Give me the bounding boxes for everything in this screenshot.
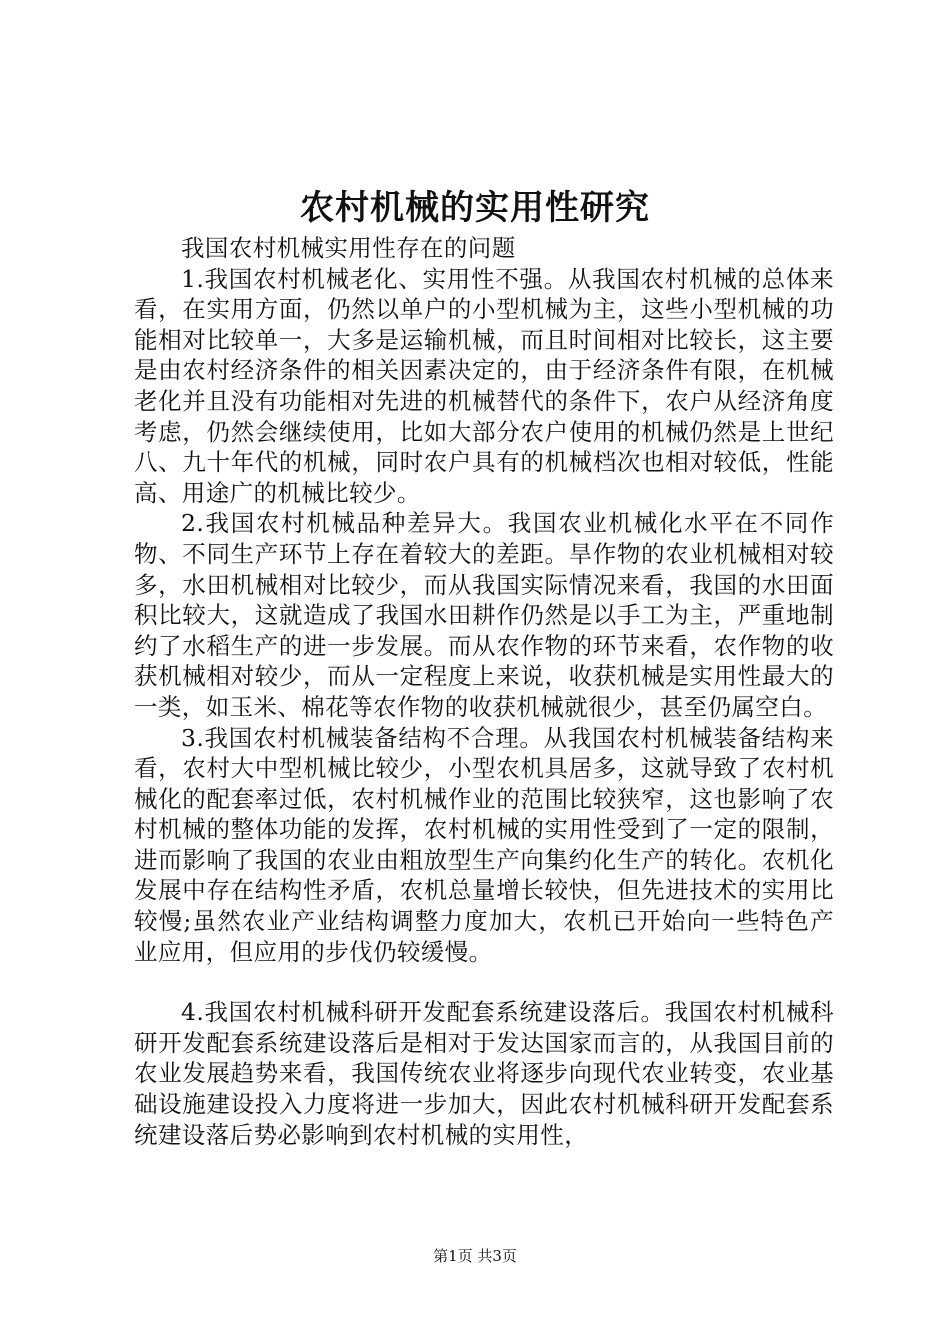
paragraph-4: 4.我国农村机械科研开发配套系统建设落后。我国农村机械科研开发配套系统建设落后是相对于发达国家而言的，从我国目前的农业发展趋势来看，我国传统农业将逐步向现代农业转变，农业基础设施建设投入力度将进一步加大，因此农村机械科研开发配套系统建设落后势必影响到农村机械的实用性， [134,998,834,1149]
document-body [134,233,834,1150]
paragraph-3: 3.我国农村机械装备结构不合理。从我国农村机械装备结构来看，农村大中型机械比较少，小型农机具居多，这就导致了农村机械化的配套率过低，农村机械作业的范围比较狭窄，这也影响了农村机械的整体功能的发挥，农村机械的实用性受到了一定的限制，进而影响了我国的农业由粗放型生产向集约化生产的转化。农机化发展中存在结构性矛盾，农机总量增长较快，但先进技术的实用比较慢;虽然农业产业结构调整力度加大，农机已开始向一些特色产业应用，但应用的步伐仍较缓慢。 [134,723,834,966]
document-title: 农村机械的实用性研究 [300,188,650,228]
section-heading: 我国农村机械实用性存在的问题 [181,234,516,262]
page-footer: 第1页 共3页 [433,1247,517,1265]
paragraph-2: 2.我国农村机械品种差异大。我国农业机械化水平在不同作物、不同生产环节上存在着较大的差距。旱作物的农业机械相对较多，水田机械相对比较少，而从我国实际情况来看，我国的水田面积比较大，这就造成了我国水田耕作仍然是以手工为主，严重地制约了水稻生产的进一步发展。而从农作物的环节来看，农作物的收获机械相对较少，而从一定程度上来说，收获机械是实用性最大的一类，如玉米、棉花等农作物的收获机械就很少，甚至仍属空白。 [134,509,834,721]
paragraph-1: 1.我国农村机械老化、实用性不强。从我国农村机械的总体来看，在实用方面，仍然以单户的小型机械为主，这些小型机械的功能相对比较单一，大多是运输机械，而且时间相对比较长，这主要是由农村经济条件的相关因素决定的，由于经济条件有限，在机械老化并且没有功能相对先进的机械替代的条件下，农户从经济角度考虑，仍然会继续使用，比如大部分农户使用的机械仍然是上世纪八、九十年代的机械，同时农户具有的机械档次也相对较低，性能高、用途广的机械比较少。 [134,264,834,507]
